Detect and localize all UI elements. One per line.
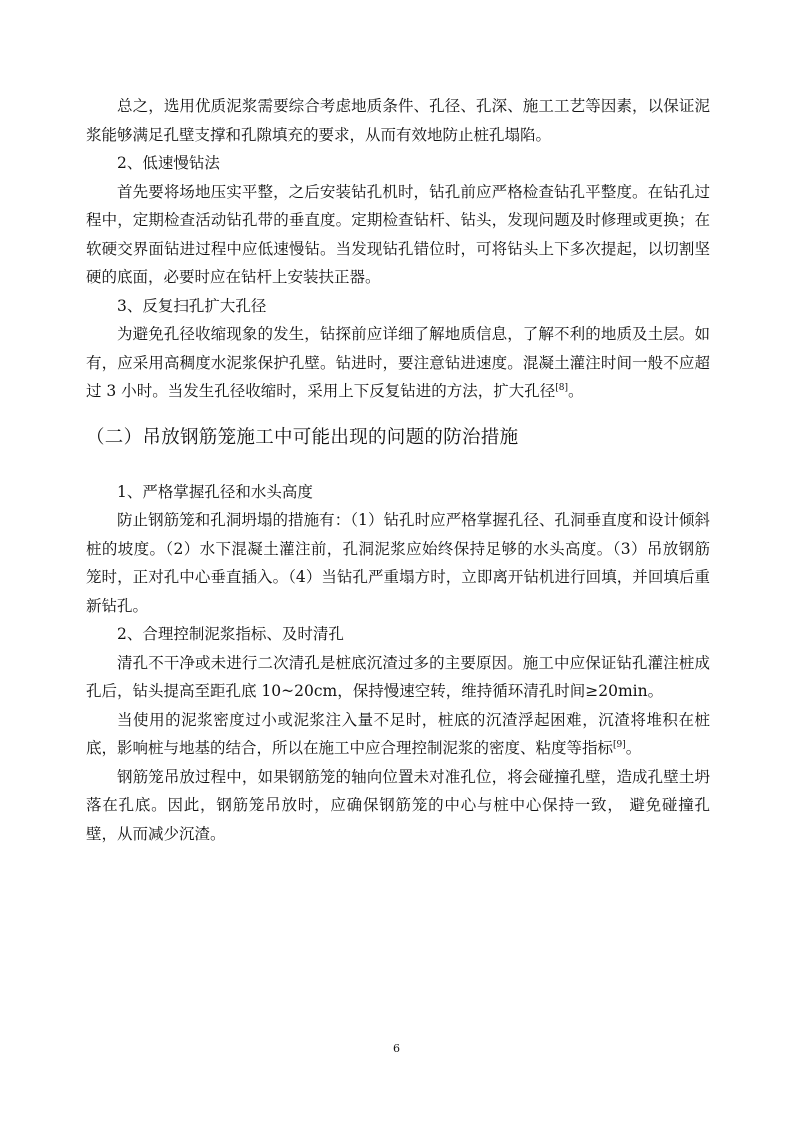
hole-expansion-text: 为避免孔径收缩现象的发生，钻探前应详细了解地质信息，了解不利的地质及土层。如有，应采用高稠度水泥浆保护孔壁。钻进时，要注意钻进速度。混凝土灌注时间一般不应超过 3 小时。当发生孔径收缩时，采用上下反复钻进的方法，扩大孔径	[86, 325, 710, 400]
page-number: 6	[393, 1042, 400, 1055]
collapse-prevention-paragraph: 防止钢筋笼和孔洞坍塌的措施有：（1）钻孔时应严格掌握孔径、孔洞垂直度和设计倾斜桩的坡度。（2）水下混凝土灌注前，孔洞泥浆应始终保持足够的水头高度。（3）吊放钢筋笼时，正对孔中心垂直插入。（4）当钻孔严重塌方时，立即离开钻机进行回填，并回填后重新钻孔。	[86, 511, 710, 615]
summary-paragraph: 总之，选用优质泥浆需要综合考虑地质条件、孔径、孔深、施工工艺等因素，以保证泥浆能够满足孔壁支撑和孔隙填充的要求，从而有效地防止桩孔塌陷。	[86, 97, 710, 144]
hole-cleaning-paragraph: 清孔不干净或未进行二次清孔是桩底沉渣过多的主要原因。施工中应保证钻孔灌注桩成孔后，钻头提高至距孔底 10~20cm，保持慢速空转，维持循环清孔时间≥20min。	[86, 653, 710, 700]
hole-expansion-end: 。	[567, 382, 584, 400]
mud-density-text: 当使用的泥浆密度过小或泥浆注入量不足时，桩底的沉渣浮起困难，沉渣将堆积在桩底，影响桩与地基的结合，所以在施工中应合理控制泥浆的密度、粘度等指标	[86, 710, 710, 757]
measure-1-title: 1、严格掌握孔径和水头高度	[117, 482, 313, 501]
body-text	[86, 92, 710, 848]
hole-expansion-paragraph	[86, 320, 710, 406]
low-speed-drilling-paragraph: 首先要将场地压实平整，之后安装钻孔机时，钻孔前应严格检查钻孔平整度。在钻孔过程中，定期检查活动钻孔带的垂直度。定期检查钻杆、钻头，发现问题及时修理或更换；在软硬交界面钻进过程中应低速慢钻。当发现钻孔错位时，可将钻头上下多次提起，以切割坚硬的底面，必要时应在钻杆上安装扶正器。	[86, 182, 710, 286]
citation-ref-8: [8]	[555, 383, 568, 393]
measure-2-title: 2、合理控制泥浆指标、及时清孔	[117, 625, 344, 643]
method-3-title: 3、反复扫孔扩大孔径	[117, 296, 267, 315]
section-heading: （二）吊放钢筋笼施工中可能出现的问题的防治措施	[86, 426, 519, 448]
method-2-title: 2、低速慢钻法	[117, 154, 220, 172]
mud-density-end: 。	[625, 739, 642, 757]
mud-density-paragraph	[86, 706, 710, 763]
cage-lifting-paragraph: 钢筋笼吊放过程中，如果钢筋笼的轴向位置未对准孔位，将会碰撞孔壁，造成孔壁土坍落在孔底。因此，钢筋笼吊放时，应确保钢筋笼的中心与桩中心保持一致， 避免碰撞孔壁，从而减少沉渣。	[86, 767, 710, 843]
citation-ref-9: [9]	[613, 740, 626, 750]
